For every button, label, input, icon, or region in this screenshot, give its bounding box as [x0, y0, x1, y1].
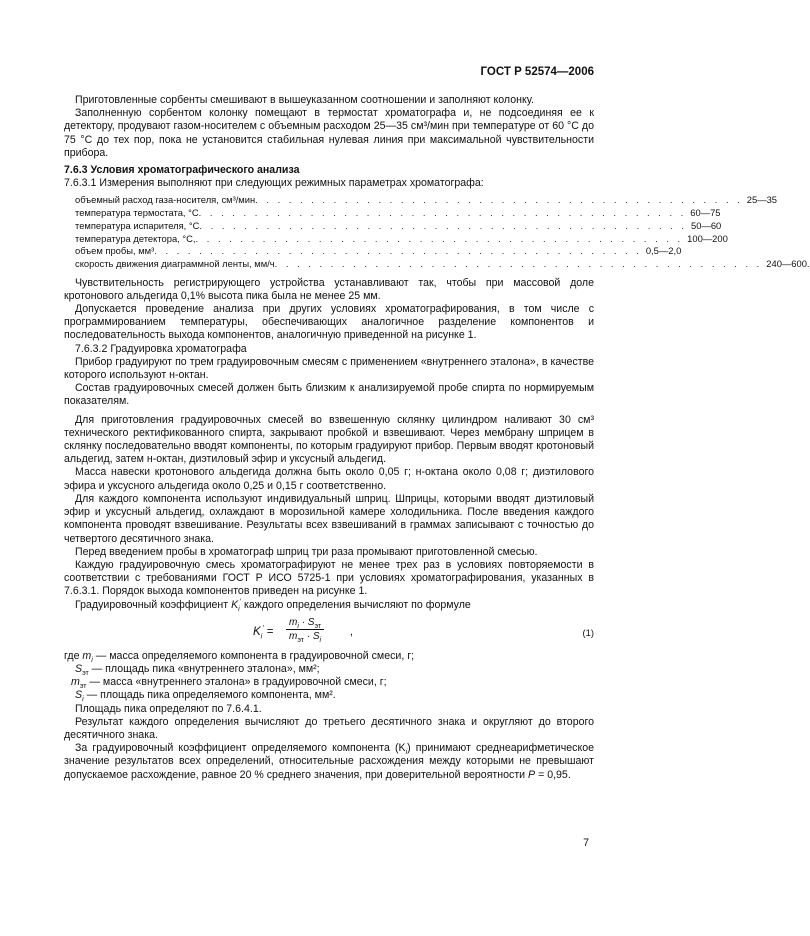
parameter-value: 60—75 — [690, 207, 721, 219]
parameter-label: объем пробы, мм³ — [75, 245, 155, 257]
paragraph: Приготовленные сорбенты смешивают в вышеуказанном соотношении и заполняют колонку. — [75, 94, 534, 106]
formula-fraction — [286, 616, 324, 643]
definition-item: $m_{эт}$ — масса «внутреннего эталона» в градуировочной смеси, г; — [71, 676, 387, 691]
parameter-label: температура термостата, °С — [75, 207, 199, 219]
paragraph: Прибор градуируют по трем градуировочным смесям с применением «внутреннего эталона», в качестве которого используют н-октан. — [64, 355, 594, 382]
section-number: 7.6.3 — [64, 164, 88, 177]
parameter-row: температура испарителя, °С . . . . . . . . . . . . . . . . . . . . . . . . . . . . . . . . . . . . . . . . . . . . 50—60 — [75, 219, 722, 231]
parameter-list — [75, 194, 810, 270]
paragraph: Каждую градуировочную смесь хроматографируют не менее трех раз в условиях повторяемости в соответствии с требованиями ГОСТ Р ИСО 5725-1 при условиях хроматографирования, указанных в 7.6.3.1. Порядок выхода компонентов приведен на рисунке 1. — [64, 558, 594, 598]
parameter-row: скорость движения диаграммной ленты, мм/ч . . . . . . . . . . . . . . . . . . . . . . . . . . . . . . . . . . . . . . . . . . . . 240—600. — [75, 257, 810, 269]
formula: $K_i'$ = $m_i \cdot S_{эт}$ $m_{эт} \cdot S_i$ , (1) — [253, 616, 594, 644]
formula-numerator: $m_i \cdot S_{эт}$ — [286, 616, 324, 630]
coefficient-symbol: $K_i'$ — [231, 597, 242, 613]
parameter-label: скорость движения диаграммной ленты, мм/ч — [75, 257, 275, 269]
parameter-label: температура детектора, °С, — [75, 232, 196, 244]
parameter-value: 240—600. — [766, 257, 810, 269]
formula-intro: Градуировочный коэффициент $K_i'$ каждого определения вычисляют по формуле — [75, 597, 471, 613]
formula-denominator: $m_{эт} \cdot S_i$ — [289, 630, 322, 644]
definition-list — [64, 650, 594, 703]
paragraph: Для каждого компонента используют индивидуальный шприц. Шприцы, которыми вводят диэтиловый эфир и уксусный альдегид, охлаждают в морозильной камере холодильника. После введения каждого компонента проводят взвешивание. Результаты всех взвешиваний в граммах записывают с точностью до четвертого десятичного знака. — [64, 492, 594, 545]
definition-item: где $m_i$ — масса определяемого компонента в градуировочной смеси, г; — [64, 649, 415, 664]
paragraph: Площадь пика определяют по 7.6.4.1. — [75, 702, 262, 715]
paragraph: Для приготовления градуировочных смесей во взвешенную склянку цилиндром наливают 30 см³ технического ректификованного спирта, закрывают пробкой и взвешивают. Через мембрану шприцем в склянку последовательно вводят компоненты, по которым градуируют прибор. Первым вводят кротоновый альдегид, затем н-октан, диэтиловый эфир и уксусный альдегид. — [64, 413, 594, 466]
parameter-label: объемный расход газа-носителя, см³/мин — [75, 194, 256, 206]
parameter-value: 100—200 — [687, 232, 728, 244]
clause: 7.6.3.1 Измерения выполняют при следующих режимных параметрах хроматографа: — [64, 177, 484, 190]
clause: 7.6.3.2 Градуировка хроматографа — [75, 342, 247, 355]
section-heading — [64, 164, 594, 177]
formula-lhs: $K_i'$ = — [253, 624, 274, 641]
section-title: Условия хроматографического анализа — [90, 164, 300, 177]
parameter-label: температура испарителя, °С — [75, 219, 200, 231]
paragraph: Чувствительность регистрирующего устройства устанавливают так, чтобы при массовой доле кротонового альдегида 0,1% высота пика была не менее 25 мм. — [64, 276, 594, 302]
paragraph: Результат каждого определения вычисляют до третьего десятичного знака и округляют до второго десятичного знака. — [64, 715, 594, 741]
parameter-value: 25—35 — [746, 194, 778, 206]
paragraph: За градуировочный коэффициент определяемого компонента $(K_i)$ принимают среднеарифметическое значение результатов всех определений, относительные расхождения между которыми не превышают допускаемое расхождение, равное 20 % среднего значения, при доверительной вероятности P = 0,95. — [64, 742, 594, 781]
parameter-value: 0,5—2,0 — [645, 245, 682, 257]
parameter-row: температура термостата, °С . . . . . . . . . . . . . . . . . . . . . . . . . . . . . . . . . . . . . . . . . . . . 60—75 — [75, 207, 721, 219]
paragraph: Состав градуировочных смесей должен быть близким к анализируемой пробе спирта по нормируемым показателям. — [64, 382, 594, 408]
parameter-value: 50—60 — [691, 219, 722, 231]
paragraph: Заполненную сорбентом колонку помещают в термостат хроматографа и, не подсоединяя ее к детектору, продувают газом-носителем с объемным расходом 25—35 см³/мин при температуре от 60 °C до 75 °C до тех пор, пока не установится стабильная нулевая линия при максимальной чувствительности прибора. — [64, 107, 594, 159]
formula-number: (1) — [582, 626, 594, 638]
paragraph: Перед введением пробы в хроматограф шприц три раза промывают приготовленной смесью. — [75, 545, 538, 558]
definition-item: $S_i$ — площадь пика определяемого компонента, мм². — [75, 689, 336, 704]
document-header: ГОСТ Р 52574—2006 — [480, 66, 594, 78]
paragraph: Допускается проведение анализа при других условиях хроматографирования, в том числе с программированием температуры, обеспечивающих аналогичное разделение компонентов и последовательность выхода компонентов, аналогичную приведенной на рисунке 1. — [64, 303, 594, 342]
document-body — [64, 94, 810, 782]
parameter-row: температура детектора, °С, . . . . . . . . . . . . . . . . . . . . . . . . . . . . . . . . . . . . . . . . . . . . 100—200 — [75, 232, 728, 244]
parameter-row: объем пробы, мм³ . . . . . . . . . . . . . . . . . . . . . . . . . . . . . . . . . . . . . . . . . . . . 0,5—2,0 — [75, 245, 682, 257]
page-number: 7 — [583, 836, 589, 849]
definition-item: $S_{эт}$ — площадь пика «внутреннего эталона», мм²; — [75, 662, 320, 678]
paragraph: Масса навески кротонового альдегида должна быть около 0,05 г; н-октана около 0,08 г; диэтилового эфира и уксусного альдегида около 0,25 и 0,15 г соответственно. — [64, 466, 594, 492]
parameter-row: объемный расход газа-носителя, см³/мин . . . . . . . . . . . . . . . . . . . . . . . . . . . . . . . . . . . . . . . . . . . . 25—35 — [75, 194, 778, 206]
